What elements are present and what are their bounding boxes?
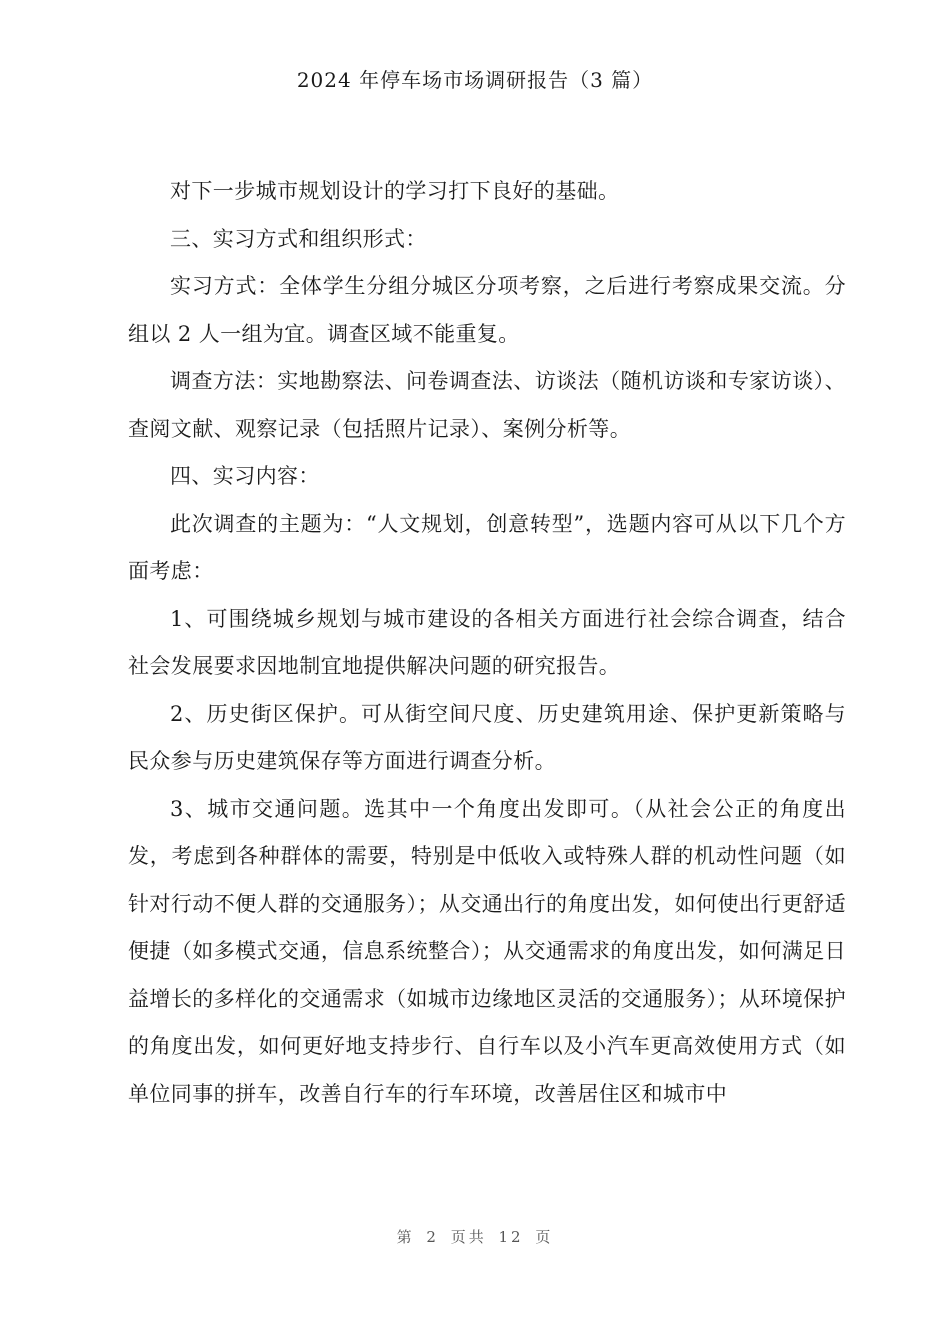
paragraph-item-3: 3、城市交通问题。选其中一个角度出发即可。（从社会公正的角度出发，考虑到各种群体的需要，特别是中低收入或特殊人群的机动性问题（如针对行动不便人群的交通服务）；从交通出行的角度出发，如何使出行更舒适便捷（如多模式交通，信息系统整合）；从交通需求的角度出发，如何满足日益增长的多样化的交通需求（如城市边缘地区灵活的交通服务）；从环境保护的角度出发，如何更好地支持步行、自行车以及小汽车更高效使用方式（如单位同事的拼车，改善自行车的行车环境，改善居住区和城市中 [128,796,846,1106]
section-heading-content: 四、实习内容： [170,464,320,488]
paragraph-survey-method: 调查方法：实地勘察法、问卷调查法、访谈法（随机访谈和专家访谈）、查阅文献、观察记录（包括照片记录）、案例分析等。 [128,369,846,441]
section-heading-method: 三、实习方式和组织形式： [170,226,427,251]
paragraph-item-1: 1、可围绕城乡规划与城市建设的各相关方面进行社会综合调查，结合社会发展要求因地制宜地提供解决问题的研究报告。 [128,606,846,678]
paragraph-intro: 对下一步城市规划设计的学习打下良好的基础。 [170,179,620,203]
page-number: 第 2 页共 12 页 [396,1228,554,1246]
document-title: 2024 年停车场市场调研报告（3 篇） [296,68,654,92]
document-body [128,168,846,1118]
paragraph-method: 实习方式：全体学生分组分城区分项考察，之后进行考察成果交流。分组以 2 人一组为宜。调查区域不能重复。 [128,274,846,346]
paragraph-theme: 此次调查的主题为：“人文规划，创意转型”，选题内容可从以下几个方面考虑： [128,511,846,583]
paragraph-item-2: 2、历史街区保护。可从街空间尺度、历史建筑用途、保护更新策略与民众参与历史建筑保存等方面进行调查分析。 [128,701,846,773]
